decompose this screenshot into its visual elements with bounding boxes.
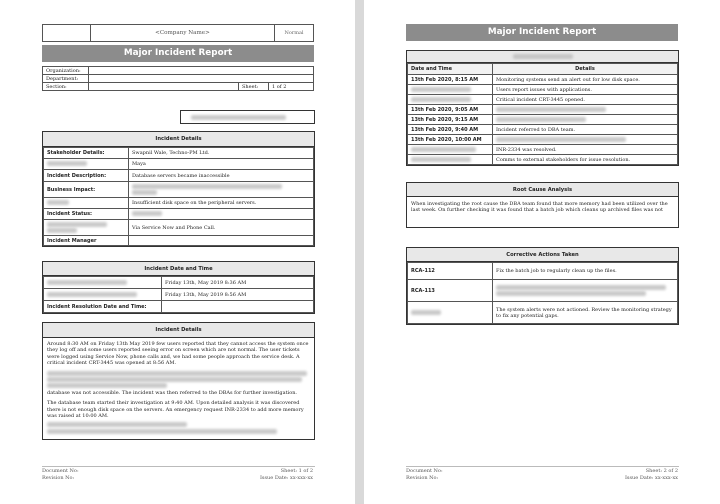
page-2-footer-left — [406, 468, 443, 482]
incident-manager-label: Incident Manager — [44, 236, 129, 246]
page-1-footer-left — [42, 468, 79, 482]
redacted-label — [44, 198, 129, 209]
incident-status-label: Incident Status: — [44, 209, 129, 220]
issue-date: Issue Date: xx-xxx-xx — [624, 475, 678, 481]
redacted-label — [44, 289, 162, 301]
issue-date: Issue Date: xx-xxx-xx — [259, 475, 313, 481]
stakeholder-label: Stakeholder Details: — [44, 148, 129, 159]
corrective-action-id-redacted — [408, 302, 493, 324]
page-1-footer-right — [260, 468, 313, 482]
timeline-detail: INR-2334 was resolved. — [493, 145, 678, 155]
company-header-table — [42, 24, 314, 42]
timeline-detail: Critical incident CRT-3445 opened. — [493, 95, 678, 105]
sheet-number: Sheet: 1 of 2 — [280, 468, 313, 474]
organization-label: Organization: — [43, 67, 89, 75]
timeline-detail-redacted — [493, 105, 678, 115]
timeline-detail-redacted — [493, 135, 678, 145]
revision-no: Revision No: — [406, 475, 439, 481]
department-value — [89, 75, 314, 83]
incident-datetime-heading: Incident Date and Time — [43, 262, 314, 276]
corrective-action-text: The system alerts were not actioned. Review the monitoring strategy to fix any potential gaps. — [493, 302, 678, 324]
incident-details-heading: Incident Details — [43, 132, 314, 147]
organization-value — [89, 67, 314, 75]
timeline-detail: Incident referred to DBA team. — [493, 125, 678, 135]
document-page-2 — [364, 0, 720, 504]
timeline-time: 13th Feb 2020, 10:00 AM — [408, 135, 493, 145]
reported-datetime-value: Friday 13th, May 2019 8:36 AM — [162, 277, 314, 289]
document-no: Document No: — [406, 468, 443, 474]
timeline-heading-redacted — [407, 51, 678, 63]
reported-via-value: Via Service Now and Phone Call. — [129, 220, 314, 236]
redacted-ref-box — [180, 110, 315, 124]
page-1-footer-rule — [42, 466, 315, 467]
timeline-detail-redacted — [493, 115, 678, 125]
incident-description-value: Database servers became inaccessible — [129, 170, 314, 182]
section-label: Section: — [43, 83, 89, 91]
timeline-time: 13th Feb 2020, 8:15 AM — [408, 75, 493, 85]
incident-status-value — [129, 209, 314, 220]
corrective-action-id: RCA-113 — [408, 280, 493, 302]
style-label: Normal — [284, 30, 304, 36]
section-value — [89, 83, 239, 91]
redacted-text — [191, 115, 286, 120]
root-cause-heading: Root Cause Analysis — [407, 183, 678, 197]
resolution-datetime-value — [162, 301, 314, 313]
logged-datetime-value: Friday 13th, May 2019 8:56 AM — [162, 289, 314, 301]
contact-value: Maya — [129, 159, 314, 170]
narrative-paragraph-2: database was not accessible. The incident was then referred to the DBAs for further investigation. — [47, 389, 298, 396]
incident-details-section — [42, 131, 315, 247]
document-no: Document No: — [42, 468, 79, 474]
timeline-col-details: Details — [493, 64, 678, 75]
report-title: Major Incident Report — [406, 24, 678, 41]
page-2-footer-rule — [406, 466, 679, 467]
timeline-time: 13th Feb 2020, 9:15 AM — [408, 115, 493, 125]
redacted-paragraph — [47, 371, 310, 390]
corrective-actions-heading: Corrective Actions Taken — [407, 248, 678, 262]
incident-description-label: Incident Description: — [44, 170, 129, 182]
timeline-section — [406, 50, 679, 166]
root-cause-value: Insufficient disk space on the peripheral servers. — [129, 198, 314, 209]
narrative-paragraph-3: The database team started their investigation at 9:40 AM. Upon detailed analysis it was discovered there is not enough disk space on the servers. An emergency request INR-2334 to add more memory was raised at 10:00 AM. — [47, 400, 304, 420]
business-impact-value — [129, 182, 314, 198]
timeline-time-redacted — [408, 155, 493, 165]
incident-datetime-section — [42, 261, 315, 314]
root-cause-section — [406, 182, 679, 228]
sheet-label: Sheet: — [239, 83, 269, 91]
timeline-time-redacted — [408, 145, 493, 155]
incident-narrative-heading: Incident Details — [43, 323, 314, 338]
document-page-1 — [0, 0, 355, 504]
corrective-action-id: RCA-112 — [408, 263, 493, 280]
meta-table — [42, 66, 314, 91]
company-name: <Company Name> — [91, 25, 275, 41]
root-cause-text: When investigating the root cause the DBA team found that more memory had been utilized over the last week. On further checking it was found that a batch job which cleans up archived files was not — [411, 201, 668, 214]
timeline-col-datetime: Date and Time — [408, 64, 493, 75]
incident-narrative-section — [42, 322, 315, 440]
timeline-time: 13th Feb 2020, 9:05 AM — [408, 105, 493, 115]
department-label: Department: — [43, 75, 89, 83]
redacted-text — [47, 429, 277, 434]
timeline-time-redacted — [408, 95, 493, 105]
timeline-detail: Users report issues with applications. — [493, 85, 678, 95]
corrective-actions-section — [406, 247, 679, 325]
business-impact-label: Business Impact: — [44, 182, 129, 198]
resolution-datetime-label: Incident Resolution Date and Time: — [44, 301, 162, 313]
redacted-label — [44, 277, 162, 289]
redacted-label — [44, 159, 129, 170]
corrective-action-text: Fix the batch job to regularly clean up the files. — [493, 263, 678, 280]
redacted-text — [47, 422, 187, 427]
stakeholder-value: Swapnil Wale, Techno-PM Ltd. — [129, 148, 314, 159]
timeline-detail: Monitoring systems send an alert out for low disk space. — [493, 75, 678, 85]
report-title: Major Incident Report — [42, 45, 314, 62]
sheet-number: Sheet: 2 of 2 — [645, 468, 678, 474]
redacted-label — [44, 220, 129, 236]
incident-narrative-body — [43, 338, 314, 438]
timeline-time-redacted — [408, 85, 493, 95]
corrective-action-redacted — [493, 280, 678, 302]
timeline-detail: Comms to external stakeholders for issue resolution. — [493, 155, 678, 165]
incident-manager-value — [129, 236, 314, 246]
logo-cell — [43, 25, 91, 41]
revision-no: Revision No: — [42, 475, 75, 481]
sheet-value: 1 of 2 — [269, 83, 314, 91]
timeline-time: 13th Feb 2020, 9:40 AM — [408, 125, 493, 135]
page-2-footer-right — [625, 468, 678, 482]
narrative-paragraph-1: Around 8:30 AM on Friday 13th May 2019 few users reported that they cannot access the system once they log off and some users reported seeing error on screen which are not normal. The user tickets were logged using Service Now, phone calls and, we had some people approach the service desk. A critical incident CRT-3445 was opened at 8:56 AM. — [47, 341, 309, 367]
